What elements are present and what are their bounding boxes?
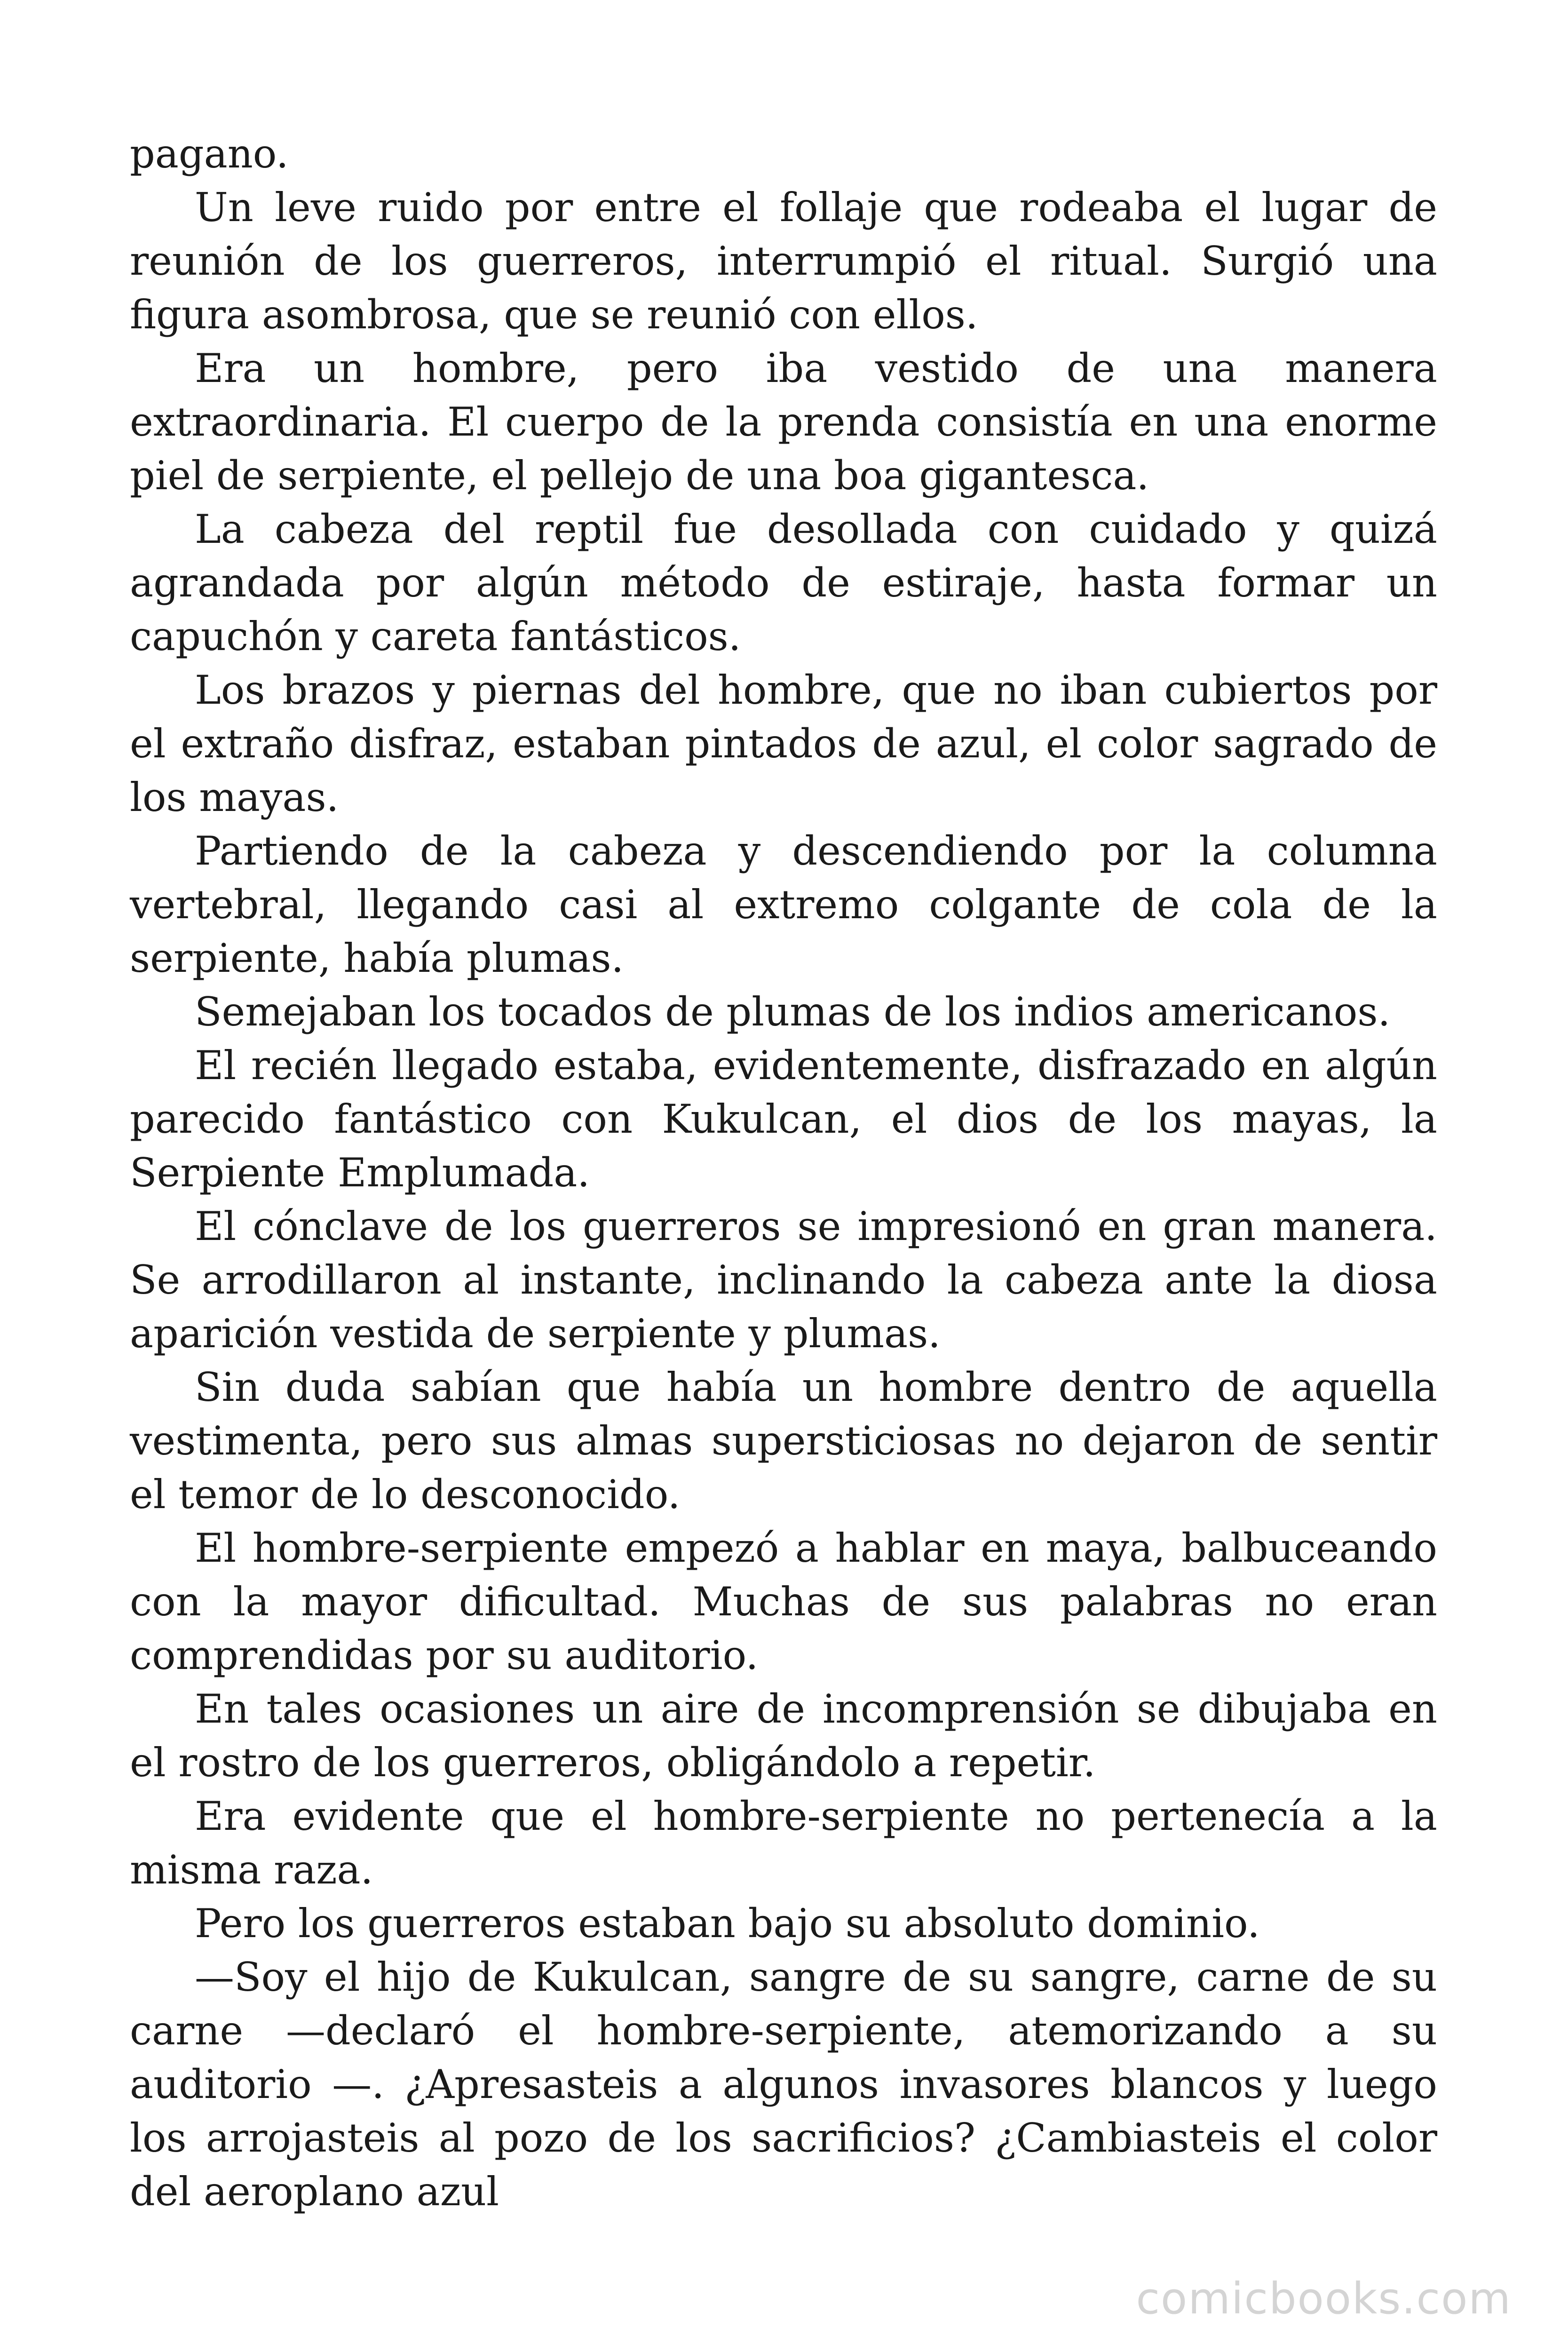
watermark-text: comicbooks.com bbox=[1136, 2273, 1512, 2324]
paragraph-9: El cónclave de los guerreros se impresionó en gran manera. Se arrodillaron al instante, inclinando la cabeza ante la diosa aparición vestida de serpiente y plumas. bbox=[130, 1203, 1437, 1357]
paragraph-13: Era evidente que el hombre-serpiente no pertenecía a la misma raza. bbox=[130, 1793, 1437, 1893]
paragraph-4: La cabeza del reptil fue desollada con cuidado y quizá agrandada por algún método de estiraje, hasta formar un capuchón y careta fantásticos. bbox=[130, 506, 1437, 660]
paragraph-7: Semejaban los tocados de plumas de los indios americanos. bbox=[195, 989, 1391, 1035]
paragraph-10: Sin duda sabían que había un hombre dentro de aquella vestimenta, pero sus almas supersticiosas no dejaron de sentir el temor de lo desconocido. bbox=[130, 1364, 1437, 1518]
paragraph-3: Era un hombre, pero iba vestido de una manera extraordinaria. El cuerpo de la prenda consistía en una enorme piel de serpiente, el pellejo de una boa gigantesca. bbox=[130, 345, 1437, 499]
paragraph-5: Los brazos y piernas del hombre, que no iban cubiertos por el extraño disfraz, estaban pintados de azul, el color sagrado de los mayas. bbox=[130, 667, 1437, 820]
paragraph-14: Pero los guerreros estaban bajo su absoluto dominio. bbox=[195, 1900, 1260, 1947]
paragraph-2: Un leve ruido por entre el follaje que rodeaba el lugar de reunión de los guerreros, interrumpió el ritual. Surgió una figura asombrosa, que se reunió con ellos. bbox=[130, 184, 1437, 338]
paragraph-1: pagano. bbox=[130, 131, 289, 177]
paragraph-6: Partiendo de la cabeza y descendiendo por la columna vertebral, llegando casi al extremo colgante de cola de la serpiente, había plumas. bbox=[130, 828, 1437, 981]
paragraph-8: El recién llegado estaba, evidentemente, disfrazado en algún parecido fantástico con Kukulcan, el dios de los mayas, la Serpiente Emplumada. bbox=[130, 1042, 1437, 1196]
paragraph-15: —Soy el hijo de Kukulcan, sangre de su sangre, carne de su carne —declaró el hombre-serpiente, atemorizando a su auditorio —. ¿Apresasteis a algunos invasores blancos y luego los arrojasteis al pozo de los sacrificios? ¿Cambiasteis el color del aeroplano azul bbox=[130, 1954, 1437, 2215]
paragraph-11: El hombre-serpiente empezó a hablar en maya, balbuceando con la mayor dificultad. Muchas de sus palabras no eran comprendidas por su auditorio. bbox=[130, 1525, 1437, 1678]
body-text bbox=[130, 127, 1437, 2218]
paragraph-12: En tales ocasiones un aire de incomprensión se dibujaba en el rostro de los guerreros, obligándolo a repetir. bbox=[130, 1686, 1437, 1786]
